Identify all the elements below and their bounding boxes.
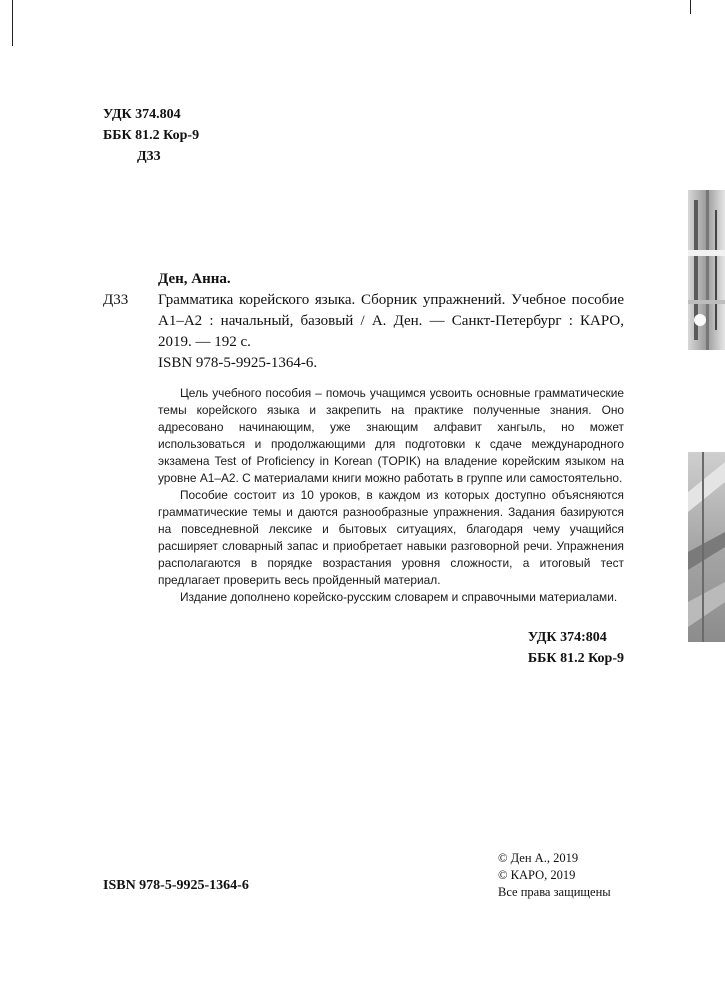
udk-code: УДК 374.804 [103,107,181,122]
bbk-code: ББК 81.2 Кор-9 [103,128,200,143]
author-name: Ден, Анна. [158,271,231,287]
bbk-code-bottom: ББК 81.2 Кор-9 [527,651,624,666]
edge-photo-fragment-bottom [688,452,725,642]
edge-photo-fragment-top [688,190,725,350]
classification-block-top [103,104,199,167]
frame-line-right [690,0,691,14]
annotation-paragraph: Издание дополнено корейско-русским словарем и справочными материалами. [180,590,618,604]
record-author-sign: Д33 [103,292,129,308]
author-sign-code: Д33 [137,149,161,164]
isbn-bottom: ISBN 978-5-9925-1364-6 [103,878,249,893]
record-isbn: ISBN 978-5-9925-1364-6. [158,355,318,371]
bibliographic-description: Грамматика корейского языка. Сборник упражнений. Учебное пособие А1–А2 : начальный, базовый / А. Ден. — Санкт-Петербург : КАРО, 2019. — 192 с. [158,292,624,350]
copyright-author: © Ден А., 2019 [498,851,579,865]
classification-block-bottom [528,627,624,669]
annotation [158,385,624,606]
annotation-paragraph: Цель учебного пособия – помочь учащимся усвоить основные грамматические темы корейского языка и закрепить на практике полученные знания. Оно адресовано начинающим, уже знающим алфавит хангыль, но может использоваться и продолжающими для подготовки к сдаче международного экзамена Test of Proficiency in Korean (TOPIK) на владение корейским языком на уровне А1–А2. С материалами книги можно работать в группе или самостоятельно. [158,386,624,485]
copyright-block [498,850,611,901]
rights-notice: Все права защищены [498,885,611,899]
frame-line-left [12,0,13,46]
udk-code-bottom: УДК 374:804 [527,630,607,645]
copyright-publisher: © КАРО, 2019 [498,868,576,882]
annotation-paragraph: Пособие состоит из 10 уроков, в каждом из которых доступно объясняются грамматические темы и даются разнообразные упражнения. Задания базируются на повседневной лексике и бытовых ситуациях, благодаря чему учащийся расширяет словарный запас и приобретает навыки разговорной речи. Упражнения располагаются в порядке возрастания уровня сложности, а итоговый тест предлагает проверить весь пройденный материал. [158,488,624,587]
